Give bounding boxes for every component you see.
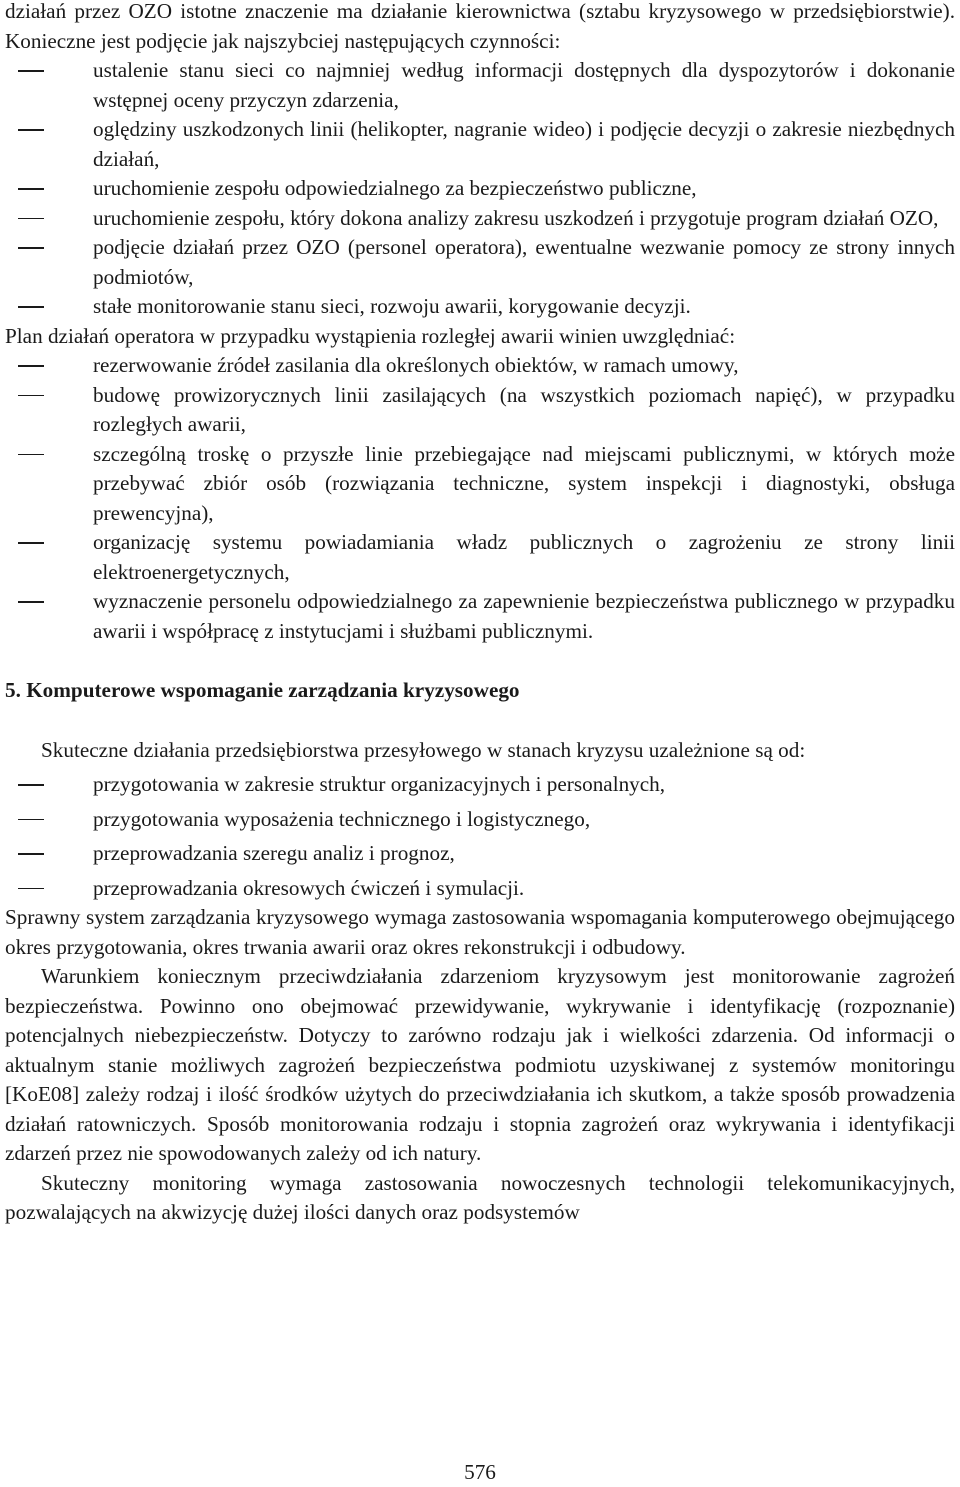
list-item-text: oględziny uszkodzonych linii (helikopter, nagranie wideo) i podjęcie decyzji o zakresie niezbędnych działań, (93, 117, 955, 171)
dash-bullet-icon (18, 888, 44, 890)
dash-bullet-icon (18, 454, 44, 456)
dash-bullet-icon (18, 129, 44, 131)
list-item-text: rezerwowanie źródeł zasilania dla określonych obiektów, w ramach umowy, (93, 353, 739, 377)
list-item (5, 351, 955, 381)
list-item (5, 381, 955, 440)
dependency-list (5, 770, 955, 903)
dash-bullet-icon (18, 365, 44, 367)
document-page (5, 0, 955, 1228)
list-item (5, 204, 955, 234)
page-number: 576 (464, 1460, 496, 1484)
list-item-text: uruchomienie zespołu odpowiedzialnego za bezpieczeństwo publiczne, (93, 176, 697, 200)
dash-bullet-icon (18, 395, 44, 397)
list-item-text: uruchomienie zespołu, który dokona analizy zakresu uszkodzeń i przygotuje program działań OZO, (93, 205, 939, 230)
list-item (5, 839, 955, 869)
list-item (5, 174, 955, 204)
list-item-text: organizację systemu powiadamiania władz publicznych o zagrożeniu ze strony linii elektroenergetycznych, (93, 530, 955, 584)
list-item (5, 528, 955, 587)
final-paragraph: Skuteczny monitoring wymaga zastosowania nowoczesnych technologii telekomunikacyjnych, pozwalających na akwizycję dużej ilości danych oraz podsystemów (5, 1170, 955, 1224)
list-item (5, 587, 955, 646)
list-item-text: podjęcie działań przez OZO (personel operatora), ewentualne wezwanie pomocy ze strony innych podmiotów, (93, 235, 955, 289)
dash-bullet-icon (18, 784, 44, 786)
section-heading: 5. Komputerowe wspomaganie zarządzania kryzysowego (5, 678, 520, 702)
plan-intro-paragraph: Plan działań operatora w przypadku wystąpienia rozległej awarii winien uwzględniać: (5, 323, 736, 348)
list-item-text: przygotowania w zakresie struktur organizacyjnych i personalnych, (93, 772, 666, 796)
list-item (5, 770, 955, 800)
list-item-text: szczególną troskę o przyszłe linie przebiegające nad miejscami publicznymi, w których może przebywać zbiór osób (rozwiązania techniczne, system inspekcji i diagnostyki, obsługa prewencyjna), (93, 441, 955, 525)
list-item-text: stałe monitorowanie stanu sieci, rozwoju awarii, korygowanie decyzji. (93, 294, 691, 318)
system-paragraph: Sprawny system zarządzania kryzysowego wymaga zastosowania wspomagania komputerowego obejmującego okres przygotowania, okres trwania awarii oraz okres rekonstrukcji i odbudowy. (5, 905, 955, 959)
dash-bullet-icon (18, 218, 44, 220)
list-item-text: przygotowania wyposażenia technicznego i logistycznego, (93, 806, 591, 831)
monitoring-paragraph: Warunkiem koniecznym przeciwdziałania zdarzeniom kryzysowym jest monitorowanie zagrożeń bezpieczeństwa. Powinno ono obejmować przewidywanie, wykrywanie i identyfikację (rozpoznanie) potencjalnych niebezpieczeństw. Dotyczy to zarówno rodzaju jak i wielkości zdarzenia. Od informacji o aktualnym stanie możliwych zagrożeń bezpieczeństwa podmiotu uzyskiwanej z systemów monitoringu [KoE08] zależy rodzaj i ilość środków użytych do przeciwdziałania ich skutkom, a także sposób prowadzenia działań ratowniczych. Sposób monitorowania rodzaju i stopnia zagrożeń oraz wykrywania i identyfikacji zdarzeń przez nie spowodowanych zależy od ich natury. (5, 964, 955, 1165)
dash-bullet-icon (18, 306, 44, 308)
action-list (5, 56, 955, 322)
list-item (5, 233, 955, 292)
list-item (5, 805, 955, 835)
intro-paragraph: działań przez OZO istotne znaczenie ma działanie kierownictwa (sztabu kryzysowego w przedsiębiorstwie). Konieczne jest podjęcie jak najszybciej następujących czynności: (5, 0, 955, 53)
dash-bullet-icon (18, 601, 44, 603)
dash-bullet-icon (18, 542, 44, 544)
list-item (5, 440, 955, 529)
dash-bullet-icon (18, 188, 44, 190)
list-item-text: ustalenie stanu sieci co najmniej według informacji dostępnych dla dyspozytorów i dokonanie wstępnej oceny przyczyn zdarzenia, (93, 58, 955, 112)
dash-bullet-icon (18, 70, 44, 72)
list-item (5, 292, 955, 322)
list-item-text: wyznaczenie personelu odpowiedzialnego za zapewnienie bezpieczeństwa publicznego w przypadku awarii i współpracę z instytucjami i służbami publicznymi. (93, 589, 955, 643)
list-item-text: budowę prowizorycznych linii zasilających (na wszystkich poziomach napięć), w przypadku rozległych awarii, (93, 382, 955, 436)
dash-bullet-icon (18, 853, 44, 855)
section-intro-paragraph: Skuteczne działania przedsiębiorstwa przesyłowego w stanach kryzysu uzależnione są od: (41, 737, 806, 762)
list-item (5, 115, 955, 174)
list-item (5, 874, 955, 904)
list-item (5, 56, 955, 115)
dash-bullet-icon (18, 819, 44, 821)
dash-bullet-icon (18, 247, 44, 249)
plan-list (5, 351, 955, 646)
list-item-text: przeprowadzania szeregu analiz i prognoz, (93, 841, 455, 865)
list-item-text: przeprowadzania okresowych ćwiczeń i symulacji. (93, 875, 525, 900)
